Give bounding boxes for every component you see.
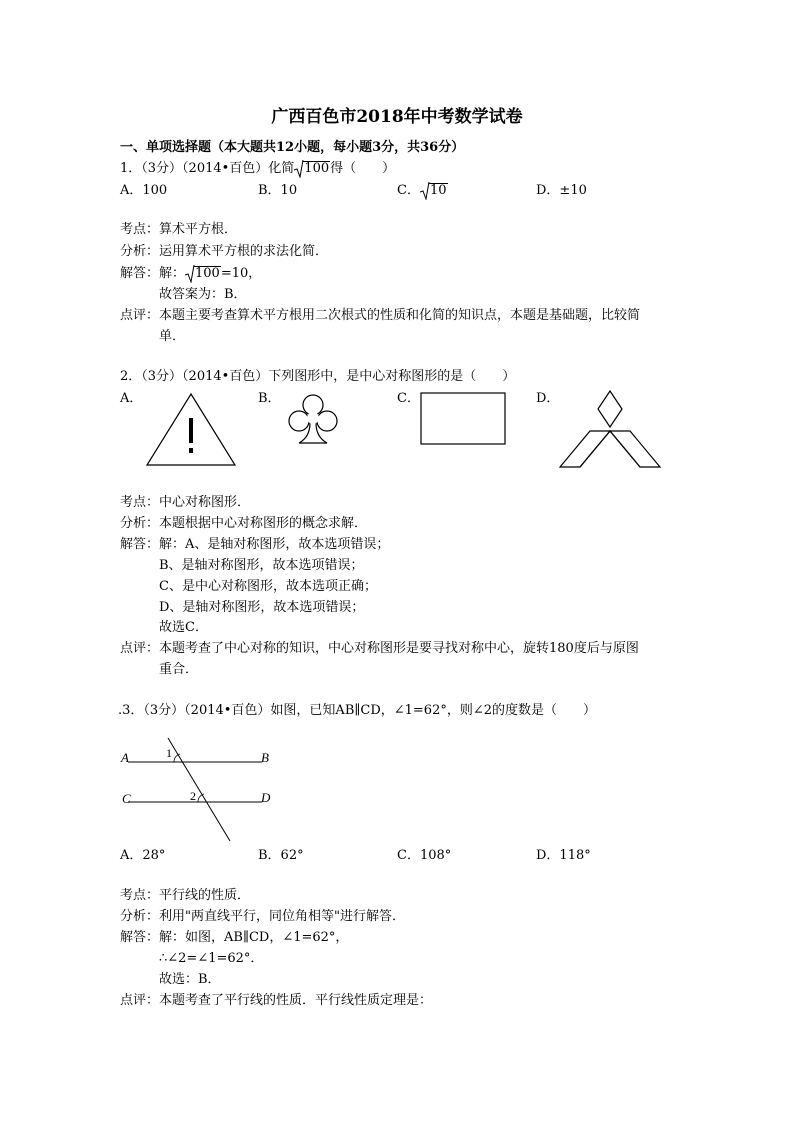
q1-option-c-label: C． xyxy=(397,183,420,198)
q1-option-c-radicand: 10 xyxy=(429,183,447,198)
q1-option-b: B．10 xyxy=(258,183,298,198)
parallel-lines-figure xyxy=(118,738,278,848)
q2-option-a-label: A． xyxy=(120,391,143,406)
q1-jieda xyxy=(120,266,261,282)
q2-jieda-line4: D、是轴对称图形，故本选项错误； xyxy=(159,600,365,615)
q1-kaodian: 考点：算术平方根． xyxy=(120,222,238,237)
q3-jieda-line1: 解答：解：如图，AB∥CD，∠1=62°， xyxy=(120,930,349,945)
q1-jieda-line2: 故答案为：B． xyxy=(159,287,247,302)
page-title: 广西百色市2018年中考数学试卷 xyxy=(271,107,523,127)
q3-option-d: D．118° xyxy=(536,848,591,863)
section-heading: 一、单项选择题（本大题共12小题，每小题3分，共36分） xyxy=(120,140,465,155)
q1-dianping-cont: 单． xyxy=(159,329,186,344)
q3-option-c: C．108° xyxy=(397,848,452,863)
question-2-stem: 2．（3分）（2014•百色）下列图形中，是中心对称图形的是（ ） xyxy=(120,369,516,384)
q3-kaodian: 考点：平行线的性质． xyxy=(120,888,251,903)
q1-dianping: 点评：本题主要考查算术平方根用二次根式的性质和化简的知识点，本题是基础题，比较简 xyxy=(120,308,641,323)
q2-jieda-line3: C、是中心对称图形，故本选项正确； xyxy=(159,579,377,594)
q1-fenxi: 分析：运用算术平方根的求法化简． xyxy=(120,244,329,259)
question-3-stem: .3．（3分）（2014•百色）如图，已知AB∥CD，∠1=62°，则∠2的度数是（ ） xyxy=(118,703,597,718)
q1-jieda-radicand: 100 xyxy=(195,266,220,281)
q2-jieda-line5: 故选C． xyxy=(159,620,208,635)
rectangle-figure xyxy=(420,392,508,446)
q3-jieda-line3: 故选：B． xyxy=(159,972,221,987)
point-a-label: A xyxy=(121,750,129,765)
angle-2-label: 2 xyxy=(190,789,196,803)
q1-stem-suffix: 得（ ） xyxy=(330,161,396,176)
question-1-stem xyxy=(120,161,395,177)
q2-dianping: 点评：本题考查了中心对称的知识，中心对称图形是要寻找对称中心，旋转180度后与原图 xyxy=(120,641,639,656)
q3-option-b: B．62° xyxy=(258,848,304,863)
q1-jieda-prefix: 解答：解： xyxy=(120,266,186,281)
point-b-label: B xyxy=(261,750,269,765)
sqrt-symbol xyxy=(185,266,221,282)
q1-option-d: D．±10 xyxy=(536,183,587,198)
q2-option-b-label: B． xyxy=(258,391,281,406)
q3-jieda-line2: ∴∠2=∠1=62°． xyxy=(159,951,264,966)
q2-fenxi: 分析：本题根据中心对称图形的概念求解． xyxy=(120,516,368,531)
q2-option-d-label: D． xyxy=(536,391,560,406)
q2-kaodian: 考点：中心对称图形． xyxy=(120,495,251,510)
q1-stem-radicand: 100 xyxy=(304,161,330,176)
q2-jieda-line2: B、是轴对称图形，故本选项错误； xyxy=(159,558,364,573)
q1-option-c xyxy=(397,183,448,199)
q1-option-a: A．100 xyxy=(120,183,168,198)
point-c-label: C xyxy=(122,791,131,806)
warning-triangle-figure xyxy=(145,392,237,468)
sqrt-symbol xyxy=(294,161,330,177)
q3-fenxi: 分析：利用"两直线平行，同位角相等"进行解答． xyxy=(120,909,405,924)
q2-option-c-label: C． xyxy=(397,391,420,406)
club-figure xyxy=(283,393,343,449)
q1-jieda-suffix: =10， xyxy=(220,266,262,281)
q2-jieda-line1: 解答：解：A、是轴对称图形，故本选项错误； xyxy=(120,537,390,552)
point-d-label: D xyxy=(261,790,271,805)
q3-dianping: 点评：本题考查了平行线的性质．平行线性质定理是： xyxy=(120,993,433,1008)
q1-stem-prefix: 1．（3分）（2014•百色）化简 xyxy=(120,161,295,176)
q2-dianping-cont: 重合． xyxy=(159,662,199,677)
q3-option-a: A．28° xyxy=(120,848,166,863)
three-rhombus-figure xyxy=(558,390,662,470)
angle-1-label: 1 xyxy=(166,746,172,760)
sqrt-symbol xyxy=(420,183,448,199)
